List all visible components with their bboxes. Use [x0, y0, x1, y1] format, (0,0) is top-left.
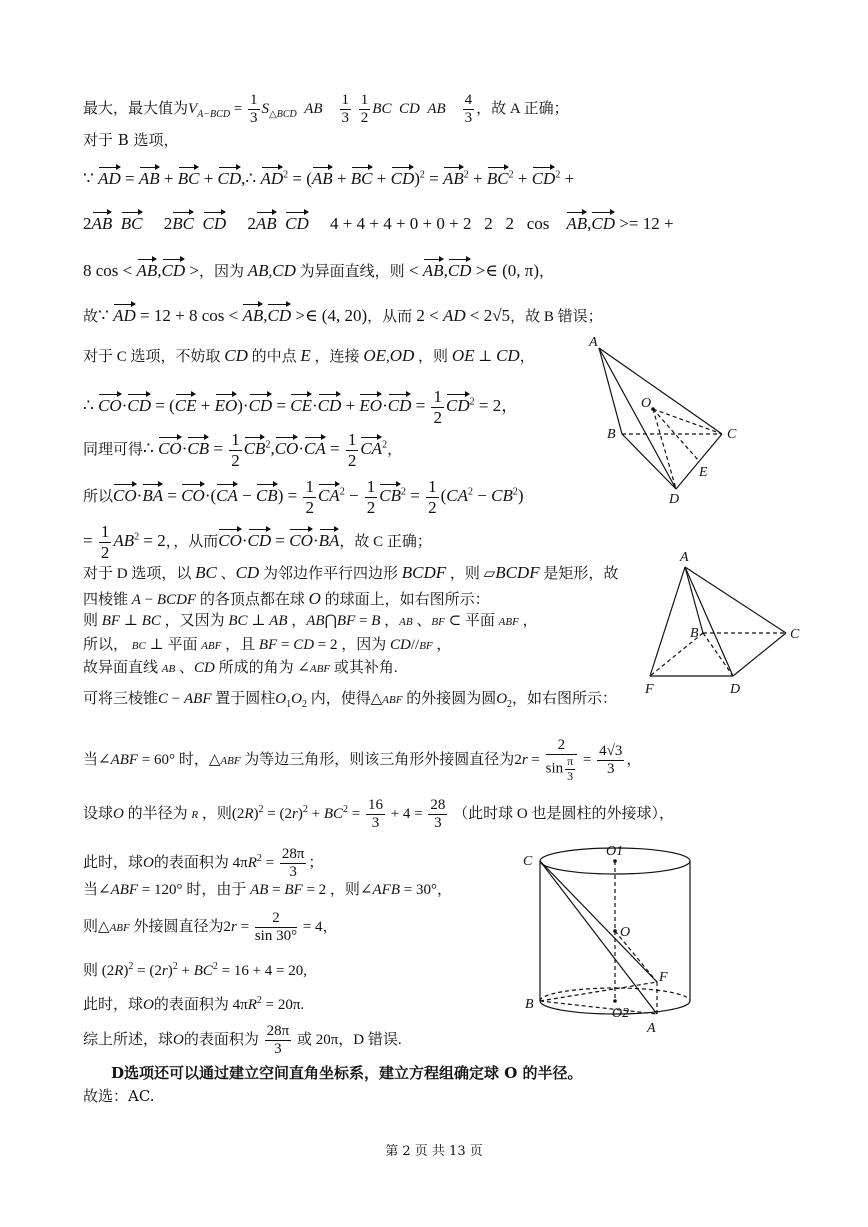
label-A: A — [647, 1021, 656, 1036]
text: ，故 A 正确； — [476, 101, 569, 118]
line-18: 当∠ABF = 60° 时，△ABF 为等边三角形，则该三角形外接圆直径为2r = 2 sin $\frac{\pi}{3}$ = $\frac{4√3}{3}$ ， — [83, 737, 642, 784]
line-19: 设球O 的半径为 R ，则$(2R)^2 = (2r)^2 + BC^2$ = $\frac{16}{3}$ + 4 = $\frac{28}{3}$ （此时球 O 也是圆柱的外接球）， — [83, 797, 674, 832]
line-10: 所以CO·BA = CO·(CA − CB) = $\frac{1}{2}$ $CA^2$ − $\frac{1}{2}$ $CB^2$ = $\frac{1}{2}$ $(CA^2 - CB^2)$ — [83, 477, 524, 517]
line-6: 故∵ AD = 12 + 8 cos < AB,CD >∈ (4, 20)，从而 2 < AD < 2√5，故 B 错误； — [83, 302, 603, 326]
label-C: C — [727, 427, 737, 442]
line-9: 同理可得∴ CO·CB = $\frac{1}{2}$ $CB^2,CO\cdot CA$ = $\frac{1}{2}$ $CA^2$， — [83, 430, 403, 470]
line-4: 2AB BC 2BC CD 2AB CD 4 + 4 + 4 + 0 + 0 + 2 2 2 cos AB,CD >= 12 + — [83, 210, 674, 234]
label-C: C — [790, 627, 800, 642]
label-O: O — [641, 396, 652, 411]
label-A: A — [589, 335, 598, 350]
text: 最大，最大值为 — [83, 101, 189, 118]
line-8: ∴ CO·CD = (CE + EO)·CD = CE·CD + EO·CD = $\frac{1}{2}$ $CD^2 = 2$， — [83, 387, 519, 427]
figure-1-tetrahedron — [585, 330, 745, 510]
line-7: 对于 C 选项，不妨取 CD 的中点 E ，连接 OE,OD ，则 OE ⊥ CD， — [83, 346, 535, 365]
line-12: 对于 D 选项，以 BC 、CD 为邻边作平行四边形 BCDF ，则 ▱BCDF 是矩形，故 — [83, 563, 619, 582]
label-B: B — [690, 626, 699, 641]
line-27: 故选：AC. — [83, 1087, 155, 1105]
label-C: C — [523, 854, 533, 869]
label-F: F — [659, 970, 668, 985]
line-17: 可将三棱锥C − ABF 置于圆柱$O_1O_2$ 内，使得△ABF 的外接圆为圆$O_2$，如右图所示： — [83, 691, 618, 710]
line-11: = $\frac{1}{2}$ $AB^2 = 2$，，从而CO·CD = CO·BA，故 C 正确； — [83, 522, 432, 562]
line-15: 所以， BC ⊥ 平面 ABF ，且 BF = CD = 2 ，因为 CD//BF ， — [83, 637, 452, 653]
label-B: B — [525, 997, 534, 1012]
label-A: A — [680, 550, 689, 565]
line-5: 8 cos < AB,CD >，因为 AB,CD 为异面直线，则 < AB,CD >∈ (0, π)， — [83, 257, 554, 281]
label-B: B — [607, 427, 616, 442]
line-13: 四棱锥 A − BCDF 的各顶点都在球 O 的球面上，如右图所示： — [83, 589, 490, 608]
figure-3-cylinder — [520, 840, 700, 1040]
label-E: E — [699, 465, 708, 480]
label-D: D — [669, 492, 680, 507]
label-O2: O2 — [612, 1006, 630, 1021]
line-14: 则 BF ⊥ BC ，又因为 BC ⊥ AB ，AB⋂BF = B ，AB 、BF ⊂ 平面 ABF ， — [83, 613, 538, 629]
line-24: 此时，球O的表面积为 $4\pi R^2 = 20\pi$. — [83, 995, 305, 1013]
line-1: 最大，最大值为$V_{A-BCD}$ = $\frac{1}{3}$ $S_{\triangle BCD}$ AB $\frac{1}{3}$ $\frac{1}{2}$ BC CD AB $\frac{4}{3}$ ，故 A 正确； — [83, 92, 569, 127]
label-O: O — [620, 925, 631, 940]
line-25: 综上所述，球O的表面积为 $\frac{28\pi}{3}$ 或 20π，D 错误. — [83, 1023, 402, 1058]
line-21: 当∠ABF = 120° 时，由于 AB = BF = 2 ，则∠AFB = 30°， — [83, 882, 452, 898]
line-20: 此时，球O的表面积为 $4\pi R^2$ = $\frac{28\pi}{3}$ ； — [83, 846, 324, 881]
line-3: ∵ AD = AB + BC + CD,∴ $AD^2 = (AB$ + BC + $CD)^2 = AB^2 + BC^2 + CD^2$ + — [83, 165, 574, 189]
line-22: 则△ABF 外接圆直径为2r = $\frac{2}{\sin 30^\circ}$ = 4， — [83, 910, 338, 945]
figure-2-pyramid — [640, 545, 810, 700]
label-O1: O1 — [606, 844, 624, 859]
line-26: D选项还可以通过建立空间直角坐标系，建立方程组确定球 O 的半径。 — [111, 1064, 583, 1082]
line-16: 故异面直线 AB 、CD 所成的角为 ∠ABF 或其补角. — [83, 660, 398, 676]
line-2: 对于 B 选项， — [83, 131, 179, 149]
label-D: D — [730, 682, 741, 697]
label-F: F — [645, 682, 654, 697]
page-footer: 第 2 页 共 13 页 — [385, 1144, 483, 1159]
line-23: 则 $(2R)^2 = (2r)^2 + BC^2 = 16 + 4 = 20$, — [83, 961, 308, 979]
